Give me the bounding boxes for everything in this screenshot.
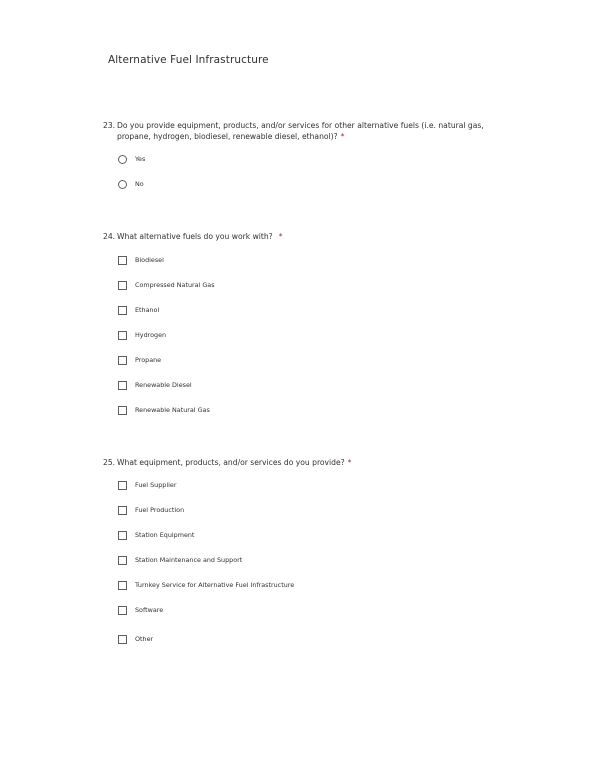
checkbox[interactable] [118,381,127,390]
question-text: What equipment, products, and/or services do you provide? * [117,458,352,467]
question-24 [103,231,493,414]
option-label: Other [135,635,154,643]
checkbox[interactable] [118,581,127,590]
checkbox[interactable] [118,281,127,290]
option-fuel-production[interactable] [118,504,184,516]
option-propane[interactable] [118,354,161,366]
required-asterisk: * [347,458,352,467]
question-number: 23. [103,121,116,130]
section-title: Alternative Fuel Infrastructure [108,54,269,66]
question-23 [103,120,493,188]
required-asterisk: * [340,132,345,142]
option-label: Yes [135,155,146,163]
required-asterisk: * [278,232,283,241]
checkbox[interactable] [118,331,127,340]
option-station-equipment[interactable] [118,529,194,541]
option-label: Software [135,606,164,614]
option-label: Biodiesel [135,256,164,264]
radio-button[interactable] [118,155,127,164]
option-label: Station Equipment [135,531,195,539]
option-compressed-natural-gas[interactable] [118,279,215,291]
checkbox[interactable] [118,406,127,415]
question-text: Do you provide equipment, products, and/or services for other alternative fuels (i.e. natural gas, propane, hydrogen, biodiesel, renewable diesel, ethanol)? * [117,121,484,142]
option-no[interactable] [118,178,144,190]
option-biodiesel[interactable] [118,254,164,266]
option-label: Ethanol [135,306,160,314]
question-number: 25. [103,458,116,467]
option-renewable-diesel[interactable] [118,379,192,391]
option-label: Renewable Natural Gas [135,406,210,414]
option-label: No [135,180,144,188]
option-label: Fuel Production [135,506,185,514]
option-ethanol[interactable] [118,304,159,316]
checkbox[interactable] [118,531,127,540]
option-label: Renewable Diesel [135,381,192,389]
option-yes[interactable] [118,153,145,165]
option-label: Hydrogen [135,331,167,339]
question-number: 24. [103,232,116,241]
radio-button[interactable] [118,180,127,189]
option-station-maintenance[interactable] [118,554,242,566]
option-hydrogen[interactable] [118,329,166,341]
option-label: Station Maintenance and Support [135,556,243,564]
checkbox[interactable] [118,256,127,265]
checkbox[interactable] [118,606,127,615]
option-fuel-supplier[interactable] [118,479,176,491]
checkbox[interactable] [118,481,127,490]
option-other[interactable] [118,633,153,645]
checkbox[interactable] [118,556,127,565]
checkbox[interactable] [118,356,127,365]
checkbox[interactable] [118,635,127,644]
option-turnkey-service[interactable] [118,579,294,591]
question-title [103,120,493,142]
checkbox[interactable] [118,506,127,515]
question-25 [103,457,493,643]
question-title [103,457,493,468]
question-text: What alternative fuels do you work with? * [117,232,283,241]
checkbox[interactable] [118,306,127,315]
option-label: Propane [135,356,162,364]
option-software[interactable] [118,604,163,616]
option-label: Compressed Natural Gas [135,281,215,289]
option-renewable-natural-gas[interactable] [118,404,210,416]
option-label: Turnkey Service for Alternative Fuel Infrastructure [135,581,295,589]
question-title [103,231,493,242]
option-label: Fuel Supplier [135,481,177,489]
